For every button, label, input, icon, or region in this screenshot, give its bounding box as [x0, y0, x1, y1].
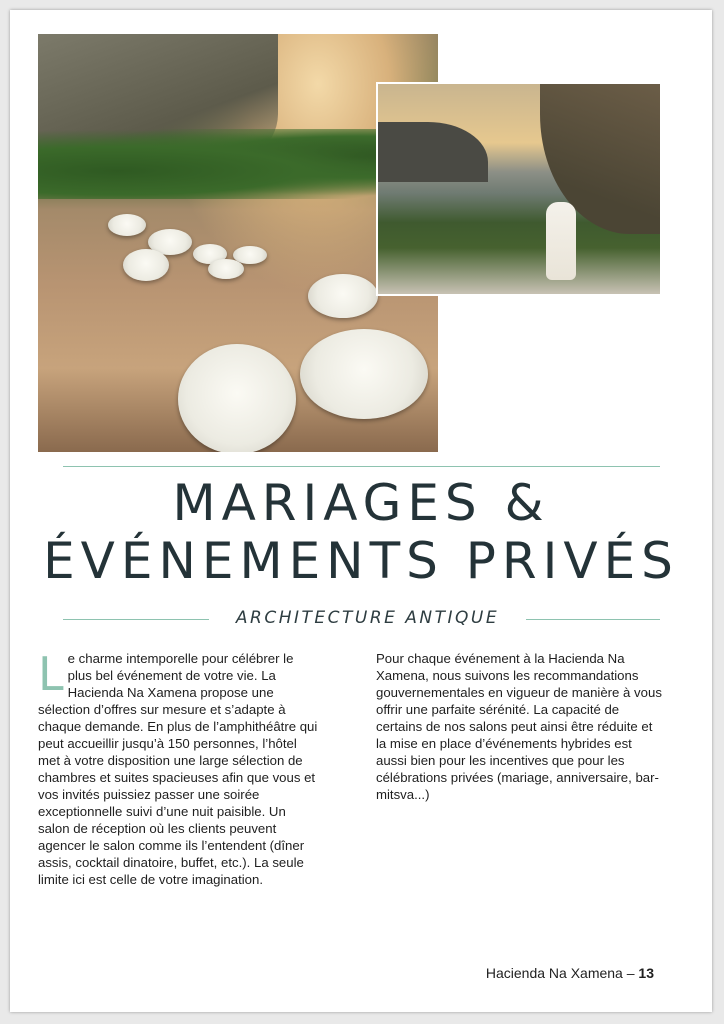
page-footer — [486, 965, 654, 981]
drop-cap: L — [38, 647, 64, 701]
top-divider — [63, 466, 660, 467]
title-line-1: MARIAGES & — [172, 474, 550, 532]
subtitle-divider-right — [526, 619, 660, 620]
intro-sentence: e charme intemporelle pour célébrer le plus bel événement de votre vie. — [67, 651, 294, 683]
title-line-2: ÉVÉNEMENTS PRIVÉS — [43, 532, 679, 590]
page-title — [40, 474, 682, 590]
page-number: 13 — [638, 965, 654, 981]
body-column-left — [38, 647, 320, 888]
subtitle: ARCHITECTURE ANTIQUE — [235, 608, 500, 628]
magazine-page — [10, 10, 712, 1012]
couple-sunset-photo — [376, 82, 662, 296]
body-column-right — [376, 650, 664, 803]
subtitle-divider-left — [63, 619, 209, 620]
body-paragraph-right: Pour chaque événement à la Hacienda Na Xamena, nous suivons les recommandations gouvernementales en vigueur de manière à vous offrir une parfaite sérénité. La capacité de certains de nos salons peut ainsi être réduite et la mise en place d’événements hybrides est aussi bien pour les incentives que pour les célébrations privées (mariage, anniversaire, bar-mitsva...) — [376, 651, 662, 802]
footer-label: Hacienda Na Xamena – — [485, 965, 635, 981]
body-paragraph-left: La Hacienda Na Xamena propose une sélection d’offres sur mesure et s’adapte à chaque demande. En plus de l’amphithéâtre qui peut accueillir jusqu’à 150 personnes, l’hôtel met à votre disposition une large sélection de chambres et suites spacieuses afin que vous et vos invités puissiez passer une soirée exceptionnelle suivi d’une nuit paisible. Un salon de réception où les clients peuvent agencer le salon comme ils l’entendent (dîner assis, cocktail dinatoire, buffet, etc.). La seule limite ici est celle de votre imagination. — [38, 668, 318, 887]
